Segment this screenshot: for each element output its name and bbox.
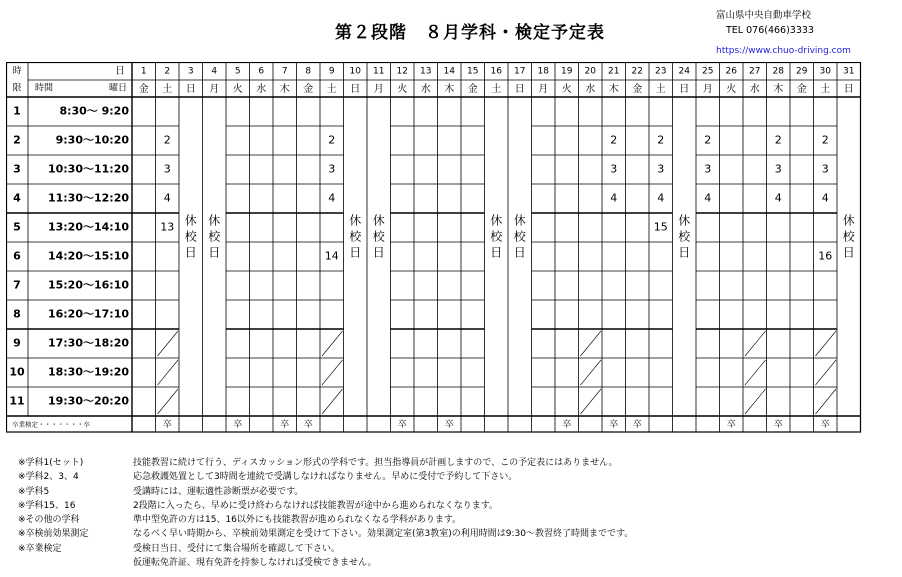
weekday-26: 火 (726, 84, 737, 95)
period-number: 9 (13, 336, 21, 350)
note-text: 2段階に入ったら、早めに受け終わらなければ技能教習が途中から進められなくなります。 (133, 500, 499, 511)
grad-exam-mark: 卒 (280, 420, 290, 430)
weekday-8: 金 (303, 84, 314, 95)
day-number-12: 12 (396, 66, 408, 77)
day-number-30: 30 (819, 66, 831, 77)
closed-day-char: 日 (208, 245, 221, 260)
grad-exam-label: 卒業検定・・・・・・・卒 (12, 420, 90, 429)
lesson-number-cell: 3 (657, 162, 665, 176)
weekday-12: 火 (397, 84, 408, 95)
day-header-label: 日 (115, 66, 125, 77)
day-number-4: 4 (211, 66, 218, 77)
note-text: 受検日当日、受付にて集合場所を確認して下さい。 (133, 543, 341, 554)
note-label: ※学科2、3、4 (18, 472, 79, 483)
weekday-27: 水 (749, 84, 760, 95)
period-number: 1 (13, 104, 21, 118)
weekday-10: 日 (350, 84, 361, 95)
weekday-17: 日 (514, 84, 525, 95)
day-number-18: 18 (537, 66, 549, 77)
period-number: 5 (13, 220, 21, 234)
day-number-15: 15 (467, 66, 479, 77)
weekday-15: 金 (467, 84, 478, 95)
closed-day-char: 休 (372, 213, 385, 228)
day-number-29: 29 (796, 66, 808, 77)
grad-exam-mark: 卒 (162, 420, 172, 430)
weekday-9: 土 (326, 84, 337, 95)
grad-exam-mark: 卒 (397, 420, 407, 430)
lesson-number-cell: 2 (704, 133, 712, 147)
closed-day-char: 休 (208, 213, 221, 228)
note-row (18, 485, 633, 499)
weekday-29: 金 (796, 84, 807, 95)
note-row (18, 513, 633, 527)
day-number-26: 26 (725, 66, 737, 77)
weekday-6: 水 (256, 84, 267, 95)
period-number: 6 (13, 249, 21, 263)
time-header-label: 時間 (34, 83, 54, 94)
lesson-number-cell: 4 (610, 191, 618, 205)
closed-day-label-3 (185, 214, 198, 260)
closed-day-char: 休 (184, 213, 197, 228)
day-number-5: 5 (234, 66, 241, 77)
no-class-slash (745, 389, 766, 414)
weekday-19: 火 (561, 84, 572, 95)
closed-day-char: 休 (842, 213, 855, 228)
note-label: ※学科15、16 (18, 500, 76, 511)
period-time: 19:30～20:20 (47, 394, 129, 408)
day-number-3: 3 (187, 66, 194, 77)
day-number-13: 13 (420, 66, 432, 77)
lesson-number-cell: 4 (163, 191, 171, 205)
period-header-1: 時 (12, 66, 22, 77)
lesson-number-cell: 4 (657, 191, 665, 205)
no-class-slash (745, 360, 766, 385)
closed-day-char: 日 (513, 245, 526, 260)
no-class-slash (745, 331, 766, 356)
school-tel: TEL 076(466)3333 (726, 25, 814, 36)
weekday-24: 日 (679, 84, 690, 95)
day-number-25: 25 (702, 66, 714, 77)
period-time: 10:30～11:20 (47, 162, 129, 176)
weekday-20: 水 (585, 84, 596, 95)
no-class-slash (816, 360, 837, 385)
closed-day-label-16 (490, 214, 503, 260)
day-number-31: 31 (843, 66, 855, 77)
lesson-number-cell: 4 (704, 191, 712, 205)
lesson-number-cell: 4 (821, 191, 829, 205)
grad-exam-mark: 卒 (609, 420, 619, 430)
weekday-14: 木 (444, 84, 455, 95)
lesson-number-cell: 3 (610, 162, 618, 176)
note-row (18, 556, 633, 570)
day-number-27: 27 (749, 66, 761, 77)
day-number-19: 19 (561, 66, 573, 77)
lesson-number-cell: 2 (657, 133, 665, 147)
closed-day-char: 日 (349, 245, 362, 260)
closed-day-char: 休 (678, 213, 691, 228)
note-label: ※卒業検定 (18, 543, 62, 554)
period-time: 18:30～19:20 (47, 365, 129, 379)
weekday-31: 日 (843, 84, 854, 95)
weekday-23: 土 (655, 84, 666, 95)
weekday-4: 月 (209, 84, 220, 95)
day-number-10: 10 (349, 66, 361, 77)
closed-day-char: 休 (513, 213, 526, 228)
day-number-9: 9 (328, 66, 335, 77)
lesson-number-cell: 3 (328, 162, 336, 176)
note-row (18, 527, 633, 541)
school-url-link[interactable]: https://www.chuo-driving.com (716, 46, 851, 56)
day-number-21: 21 (608, 66, 620, 77)
lesson-number-cell: 4 (328, 191, 336, 205)
closed-day-char: 日 (842, 245, 855, 260)
closed-day-char: 校 (349, 229, 362, 244)
note-text: 受講時には、運転適性診断票が必要です。 (133, 486, 304, 497)
weekday-30: 土 (820, 84, 831, 95)
schedule-table (6, 62, 878, 444)
period-time: 8:30～ 9:20 (59, 104, 129, 118)
lesson-number-cell: 3 (704, 162, 712, 176)
note-text: 応急救護処置として3時間を連続で受講しなければなりません。早めに受付で予約して下さい。 (133, 472, 518, 483)
period-time: 17:30～18:20 (47, 336, 129, 350)
weekday-2: 土 (162, 84, 173, 95)
day-number-2: 2 (164, 66, 171, 77)
closed-day-char: 校 (184, 229, 197, 244)
period-time: 16:20～17:10 (47, 307, 129, 321)
day-number-7: 7 (281, 66, 288, 77)
grad-exam-mark: 卒 (444, 420, 454, 430)
closed-day-char: 校 (513, 229, 526, 244)
lesson-number-cell: 3 (821, 162, 829, 176)
day-number-16: 16 (490, 66, 502, 77)
lesson-number-cell: 16 (818, 249, 833, 263)
period-number: 8 (13, 307, 21, 321)
note-text: なるべく早い時期から、卒検前効果測定を受けて下さい。効果測定室(第3教室)の利用時間は9:30～教習終了時間までです。 (133, 529, 634, 540)
closed-day-char: 校 (678, 229, 691, 244)
note-row (18, 542, 633, 556)
weekday-25: 月 (702, 84, 713, 95)
closed-day-char: 校 (490, 229, 503, 244)
day-number-1: 1 (140, 66, 147, 77)
lesson-number-cell: 3 (774, 162, 782, 176)
period-time: 15:20～16:10 (47, 278, 129, 292)
no-class-slash (158, 389, 179, 414)
weekday-3: 日 (185, 84, 196, 95)
school-info (716, 8, 851, 59)
weekday-1: 金 (138, 84, 149, 95)
weekday-21: 木 (608, 84, 619, 95)
lesson-number-cell: 3 (163, 162, 171, 176)
no-class-slash (158, 331, 179, 356)
period-time: 13:20～14:10 (47, 220, 129, 234)
lesson-number-cell: 2 (328, 133, 336, 147)
day-number-23: 23 (655, 66, 667, 77)
day-number-22: 22 (631, 66, 643, 77)
note-text: 技能教習に続けて行う、ディスカッション形式の学科です。担当指導員が計画しますので、この予定表にはありません。 (133, 458, 618, 468)
grad-exam-mark: 卒 (303, 420, 313, 430)
closed-day-char: 日 (490, 245, 503, 260)
lesson-number-cell: 14 (324, 249, 339, 263)
grad-exam-mark: 卒 (233, 420, 243, 430)
note-label: ※卒検前効果測定 (18, 529, 89, 540)
grad-exam-mark: 卒 (773, 420, 783, 430)
lesson-number-cell: 13 (160, 220, 175, 234)
closed-day-label-24 (678, 214, 691, 260)
closed-day-char: 日 (678, 245, 691, 260)
closed-day-label-31 (843, 214, 856, 260)
day-number-24: 24 (678, 66, 690, 77)
period-number: 3 (13, 162, 21, 176)
period-time: 11:30～12:20 (47, 191, 129, 205)
closed-day-char: 休 (490, 213, 503, 228)
no-class-slash (322, 331, 343, 356)
note-label: ※その他の学科 (18, 515, 80, 526)
weekday-28: 木 (773, 84, 784, 95)
note-row (18, 456, 633, 470)
weekday-7: 木 (279, 84, 290, 95)
grad-exam-mark: 卒 (632, 420, 642, 430)
period-header-2: 限 (12, 83, 22, 94)
note-row (18, 470, 633, 484)
lesson-number-cell: 2 (163, 133, 171, 147)
closed-day-label-17 (514, 214, 527, 260)
school-name: 富山県中央自動車学校 (716, 10, 812, 21)
day-number-17: 17 (514, 66, 526, 77)
period-number: 10 (9, 365, 25, 379)
no-class-slash (158, 360, 179, 385)
no-class-slash (816, 389, 837, 414)
weekday-18: 月 (538, 84, 549, 95)
day-number-6: 6 (258, 66, 265, 77)
note-row (18, 499, 633, 513)
period-number: 2 (13, 133, 21, 147)
closed-day-label-10 (349, 214, 362, 260)
notes-section (18, 456, 633, 570)
period-number: 4 (13, 191, 21, 205)
lesson-number-cell: 4 (774, 191, 782, 205)
period-time: 9:30～10:20 (55, 133, 129, 147)
period-number: 11 (9, 394, 25, 408)
weekday-5: 火 (232, 84, 243, 95)
day-number-14: 14 (443, 66, 455, 77)
schedule-grid (6, 62, 878, 440)
period-time: 14:20～15:10 (47, 249, 129, 263)
page-title: 第２段階 ８月学科・検定予定表 (335, 23, 605, 43)
note-label (18, 556, 133, 570)
grad-exam-mark: 卒 (562, 420, 572, 430)
closed-day-char: 休 (349, 213, 362, 228)
grad-exam-mark: 卒 (726, 420, 736, 430)
closed-day-char: 校 (372, 229, 385, 244)
closed-day-char: 校 (208, 229, 221, 244)
no-class-slash (581, 389, 602, 414)
weekday-22: 金 (632, 84, 643, 95)
closed-day-label-4 (208, 214, 221, 260)
no-class-slash (816, 331, 837, 356)
closed-day-label-11 (373, 214, 386, 260)
lesson-number-cell: 15 (653, 220, 668, 234)
weekday-16: 土 (491, 84, 502, 95)
grad-exam-mark: 卒 (820, 420, 830, 430)
lesson-number-cell: 2 (610, 133, 618, 147)
note-label: ※学科1(セット) (18, 458, 84, 468)
day-number-8: 8 (305, 66, 312, 77)
no-class-slash (322, 389, 343, 414)
note-text: 仮運転免許証、現有免許を持参しなければ受検できません。 (133, 558, 377, 569)
closed-day-char: 校 (842, 229, 855, 244)
day-number-28: 28 (772, 66, 784, 77)
lesson-number-cell: 2 (821, 133, 829, 147)
closed-day-char: 日 (372, 245, 385, 260)
period-number: 7 (13, 278, 21, 292)
day-number-20: 20 (584, 66, 596, 77)
weekday-13: 水 (420, 84, 431, 95)
table-border (7, 63, 861, 433)
closed-day-char: 日 (184, 245, 197, 260)
no-class-slash (581, 360, 602, 385)
no-class-slash (581, 331, 602, 356)
note-text: 準中型免許の方は15、16以外にも技能教習が進められなくなる学科があります。 (133, 515, 462, 526)
day-number-11: 11 (373, 66, 385, 77)
note-label: ※学科5 (18, 486, 50, 497)
weekday-header-label: 曜日 (108, 83, 128, 94)
lesson-number-cell: 2 (774, 133, 782, 147)
weekday-11: 月 (373, 84, 384, 95)
no-class-slash (322, 360, 343, 385)
